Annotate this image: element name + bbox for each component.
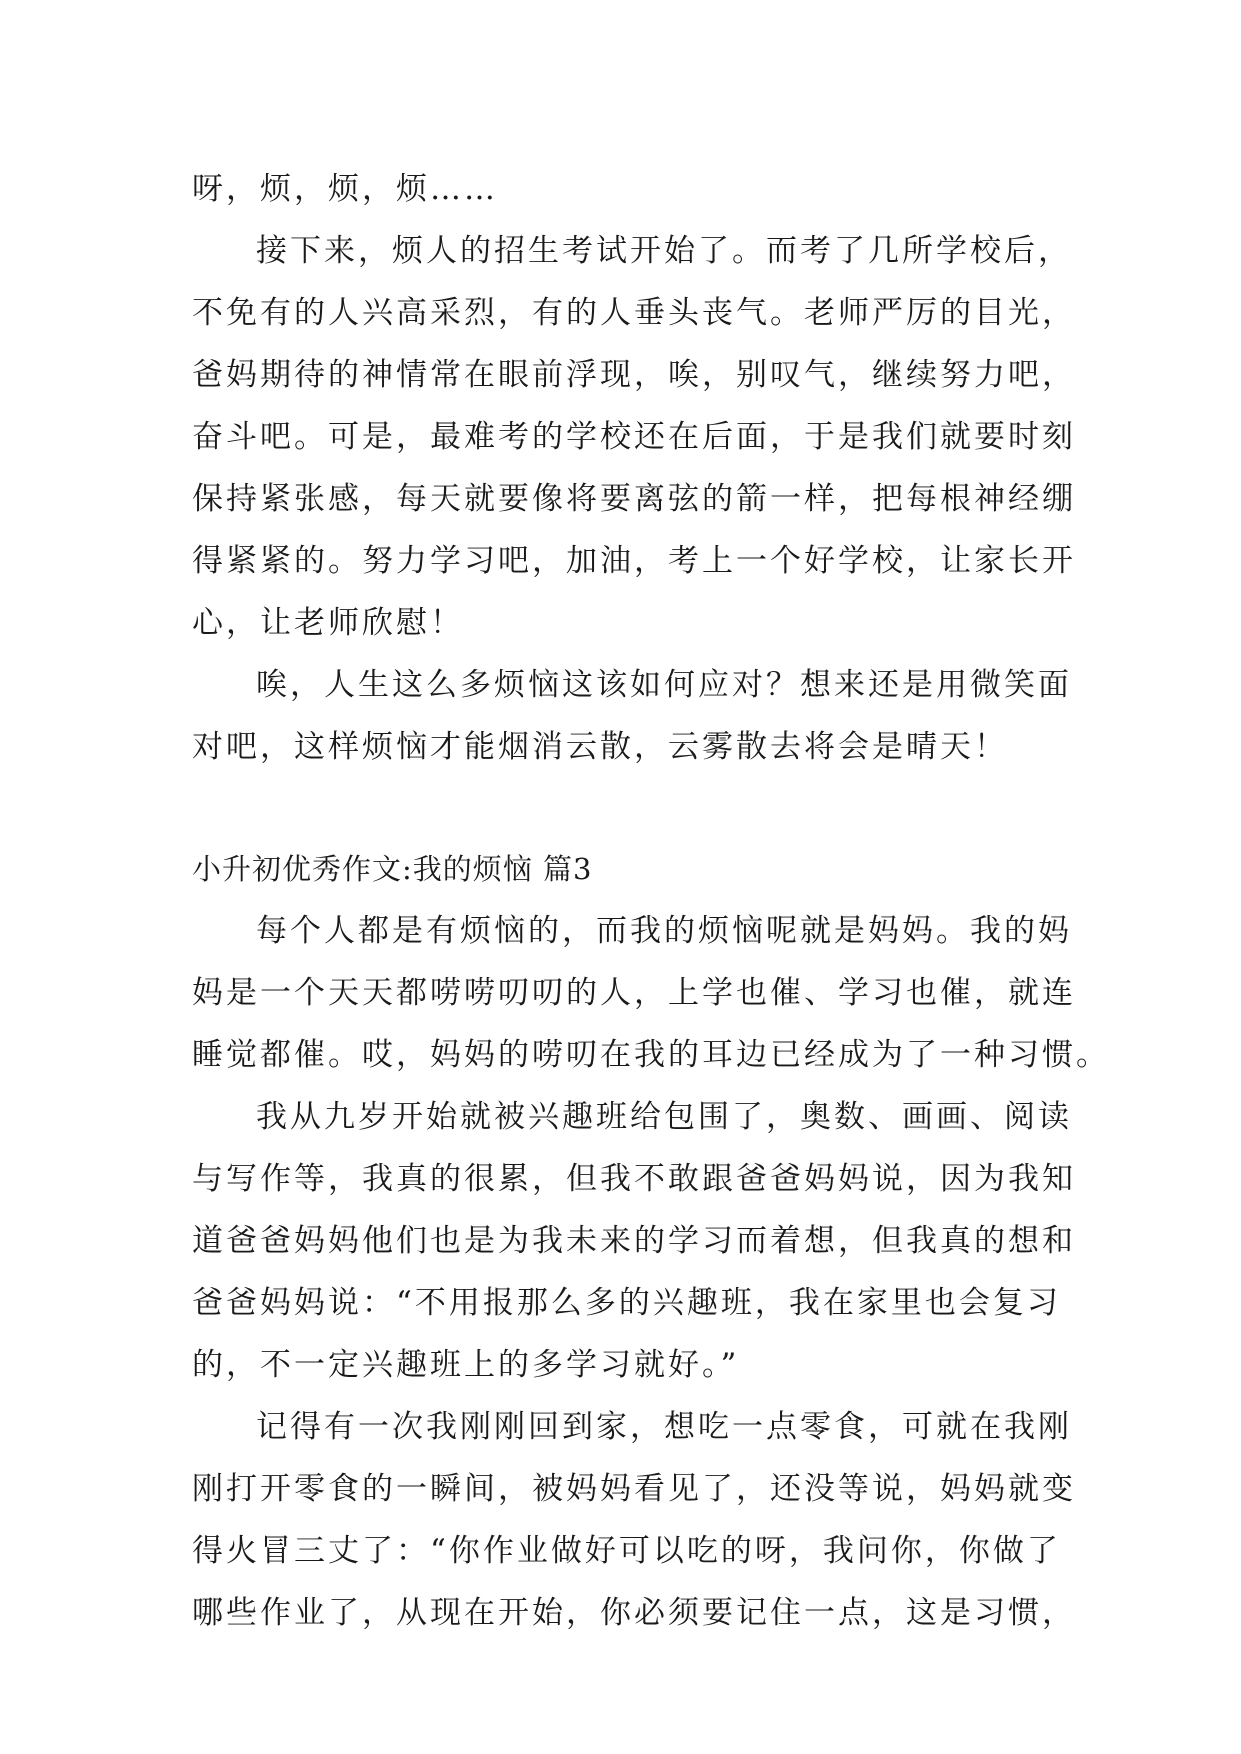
text-line: 得紧紧的。努力学习吧，加油，考上一个好学校，让家长开: [192, 543, 1076, 579]
paragraph-first-line: 唉，人生这么多烦恼这该如何应对？想来还是用微笑面: [256, 667, 1072, 703]
text-line: 刚打开零食的一瞬间，被妈妈看见了，还没等说，妈妈就变: [192, 1471, 1076, 1507]
text-line: 哪些作业了，从现在开始，你必须要记住一点，这是习惯，: [192, 1595, 1076, 1631]
text-line: 与写作等，我真的很累，但我不敢跟爸爸妈妈说，因为我知: [192, 1161, 1076, 1197]
text-line: 爸妈期待的神情常在眼前浮现，唉，别叹气，继续努力吧，: [192, 357, 1076, 393]
essay-heading: 小升初优秀作文:我的烦恼 篇3: [192, 852, 593, 886]
text-line: 奋斗吧。可是，最难考的学校还在后面，于是我们就要时刻: [192, 419, 1076, 455]
text-line: 不免有的人兴高采烈，有的人垂头丧气。老师严厉的目光，: [192, 295, 1076, 331]
text-line: 的，不一定兴趣班上的多学习就好。”: [192, 1347, 740, 1383]
text-line: 得火冒三丈了：“你作业做好可以吃的呀，我问你，你做了: [192, 1533, 1061, 1569]
text-line: 保持紧张感，每天就要像将要离弦的箭一样，把每根神经绷: [192, 481, 1076, 517]
text-line: 道爸爸妈妈他们也是为我未来的学习而着想，但我真的想和: [192, 1223, 1076, 1259]
text-line: 呀，烦，烦，烦……: [192, 171, 498, 207]
paragraph-first-line: 接下来，烦人的招生考试开始了。而考了几所学校后，: [256, 233, 1072, 269]
essay-body: [192, 900, 1110, 1644]
text-line: 妈是一个天天都唠唠叨叨的人，上学也催、学习也催，就连: [192, 975, 1076, 1011]
text-line: 爸爸妈妈说：“不用报那么多的兴趣班，我在家里也会复习: [192, 1285, 1061, 1321]
paragraph-first-line: 我从九岁开始就被兴趣班给包围了，奥数、画画、阅读: [256, 1099, 1072, 1135]
text-line: 对吧，这样烦恼才能烟消云散，云雾散去将会是晴天！: [192, 729, 1008, 765]
text-line: 心，让老师欣慰！: [192, 605, 464, 641]
document-page: [192, 158, 1110, 1644]
paragraph-first-line: 每个人都是有烦恼的，而我的烦恼呢就是妈妈。我的妈: [256, 913, 1072, 949]
text-line: 睡觉都催。哎，妈妈的唠叨在我的耳边已经成为了一种习惯。: [192, 1037, 1110, 1073]
paragraph-first-line: 记得有一次我刚刚回到家，想吃一点零食，可就在我刚: [256, 1409, 1072, 1445]
essay-continuation: [192, 158, 1076, 778]
